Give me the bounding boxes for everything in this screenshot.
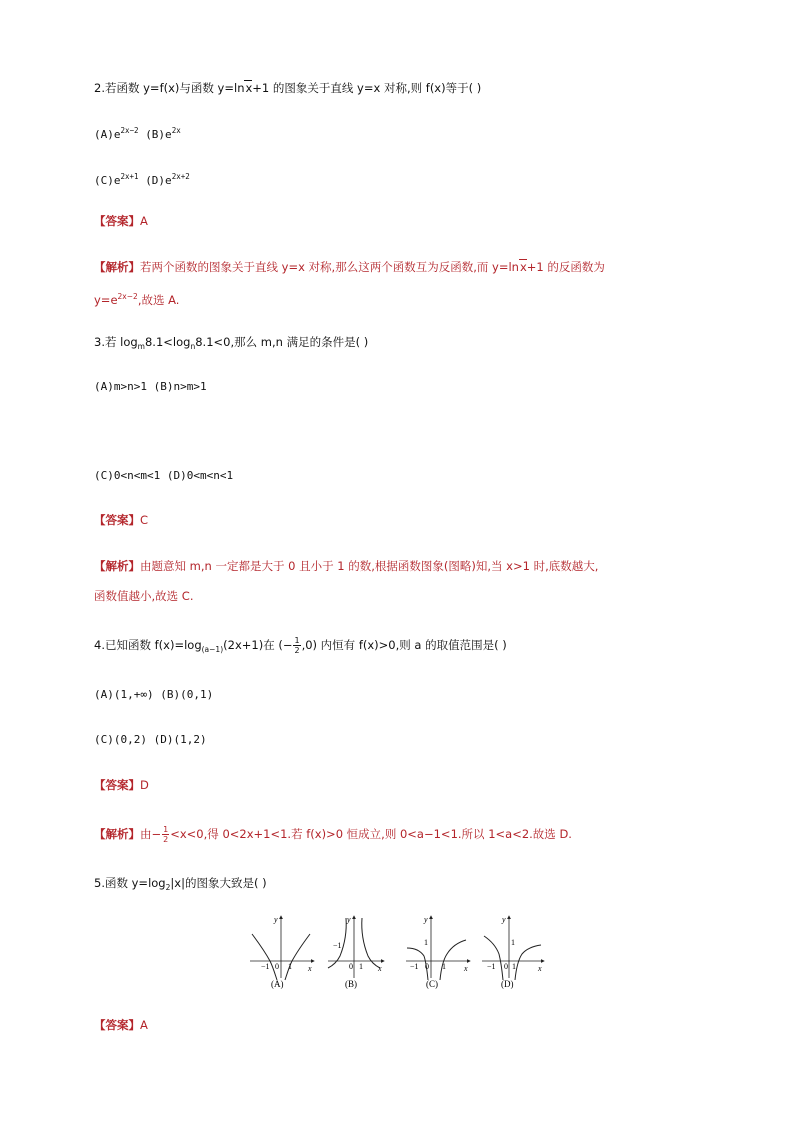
q3-stem-text-b: 8.1<log xyxy=(144,335,191,349)
q2-stem-text-b: +1 的图象关于直线 y=x 对称,则 f(x)等于( ) xyxy=(252,81,482,95)
answer-tag: 【答案】 xyxy=(94,1018,140,1032)
graph-c-tick-1: 1 xyxy=(442,962,446,971)
q2-stem-text-a: 2.若函数 y=f(x)与函数 y=ln xyxy=(94,81,245,95)
q4-stem-text-c: ,0) 内恒有 f(x)>0,则 a 的取值范围是( ) xyxy=(301,638,507,652)
q2-opt-c: (C)e xyxy=(94,174,121,187)
answer-value: A xyxy=(140,1018,148,1032)
graph-a-label: (A) xyxy=(271,979,284,989)
q2-analysis-text-c: y=e xyxy=(94,293,118,307)
q3-stem xyxy=(94,333,368,356)
q3-stem-text-a: 3.若 log xyxy=(94,335,138,349)
q2-analysis-exp: 2x−2 xyxy=(117,292,138,301)
answer-value: D xyxy=(140,778,149,792)
q4-frac-den: 2 xyxy=(294,646,300,655)
graph-a xyxy=(250,915,314,989)
q3-sub-n: n xyxy=(190,342,196,351)
q3-answer xyxy=(94,511,148,529)
q4-frac-num: 1 xyxy=(294,636,300,645)
q4-options-cd: (C)(0,2) (D)(1,2) xyxy=(94,733,207,746)
q2-analysis-sqrt: x xyxy=(519,260,527,274)
graph-b-tick-neg1: −1 xyxy=(333,941,342,950)
graph-d xyxy=(482,915,544,989)
q5-stem xyxy=(94,874,267,897)
graph-d-tick-1y: 1 xyxy=(511,938,515,947)
q3-analysis-line2: 函数值越小,故选 C. xyxy=(94,589,194,603)
graph-a-tick-0: 0 xyxy=(275,962,279,971)
graph-d-x-label: x xyxy=(538,964,542,973)
q2-answer xyxy=(94,212,148,230)
graph-d-tick-1: 1 xyxy=(512,962,516,971)
q4-analysis-text-b: <x<0,得 0<2x+1<1.若 f(x)>0 恒成立,则 0<a−1<1.所以 1<a<2.故选 D. xyxy=(170,827,572,841)
analysis-tag: 【解析】 xyxy=(94,827,140,841)
q4-analysis-text-a: 由− xyxy=(140,827,162,841)
graph-d-y-label: y xyxy=(502,915,506,924)
answer-tag: 【答案】 xyxy=(94,513,140,527)
q4-fraction xyxy=(293,636,300,655)
graph-a-y-label: y xyxy=(274,915,278,924)
graph-c-label: (C) xyxy=(426,979,438,989)
q4-analysis xyxy=(94,825,572,844)
graph-c-x-label: x xyxy=(464,964,468,973)
answer-tag: 【答案】 xyxy=(94,214,140,228)
graph-b-y-label: y xyxy=(347,915,351,924)
q4-analysis-fraction xyxy=(162,825,169,844)
graph-a-tick-1: 1 xyxy=(288,962,292,971)
graph-c xyxy=(406,915,470,989)
q3-sub-m: m xyxy=(137,342,145,351)
graph-c-tick-1y: 1 xyxy=(424,938,428,947)
q5-stem-text-a: 5.函数 y=log xyxy=(94,876,166,890)
graph-b xyxy=(328,915,384,989)
graph-c-tick-0: 0 xyxy=(425,962,429,971)
graph-d-tick-0: 0 xyxy=(504,962,508,971)
q2-analysis-text-b: +1 的反函数为 xyxy=(526,260,605,274)
q3-analysis-line1 xyxy=(94,557,598,575)
graph-c-y-label: y xyxy=(424,915,428,924)
q2-opt-d-exp: 2x+2 xyxy=(171,172,190,181)
answer-tag: 【答案】 xyxy=(94,778,140,792)
q5-answer xyxy=(94,1016,148,1034)
graph-c-tick-neg1: −1 xyxy=(410,962,419,971)
q3-analysis-text-1: 由题意知 m,n 一定都是大于 0 且小于 1 的数,根据函数图象(图略)知,当 x>1 时,底数越大, xyxy=(140,559,599,573)
answer-value: A xyxy=(140,214,148,228)
graph-b-tick-0: 0 xyxy=(349,962,353,971)
q2-analysis-text-d: ,故选 A. xyxy=(137,293,180,307)
q2-analysis-line1 xyxy=(94,258,605,276)
q3-options-ab: (A)m>n>1 (B)n>m>1 xyxy=(94,380,207,393)
q3-stem-text-c: 8.1<0,那么 m,n 满足的条件是( ) xyxy=(195,335,369,349)
q5-stem-text-b: |x|的图象大致是( ) xyxy=(170,876,267,890)
q3-options-cd: (C)0<n<m<1 (D)0<m<n<1 xyxy=(94,469,234,482)
q4-analysis-frac-den: 2 xyxy=(163,835,169,844)
graph-b-tick-1: 1 xyxy=(359,962,363,971)
graph-d-label: (D) xyxy=(501,979,514,989)
graph-a-tick-neg1: −1 xyxy=(261,962,270,971)
q4-stem xyxy=(94,636,507,659)
q4-analysis-frac-num: 1 xyxy=(163,825,169,834)
q4-stem-text-a: 4.已知函数 f(x)=log xyxy=(94,638,202,652)
q2-stem xyxy=(94,79,481,97)
q2-sqrt: x xyxy=(245,81,253,95)
q2-options-ab xyxy=(94,122,181,144)
q4-options-ab: (A)(1,+∞) (B)(0,1) xyxy=(94,688,214,701)
q2-opt-b-exp: 2x xyxy=(171,126,181,135)
answer-value: C xyxy=(140,513,149,527)
q2-opt-a: (A)e xyxy=(94,128,121,141)
q2-opt-a-exp: 2x−2 xyxy=(120,126,139,135)
q5-sub-base: 2 xyxy=(165,883,171,892)
graph-a-x-label: x xyxy=(308,964,312,973)
q5-graph-options-figure xyxy=(248,912,546,990)
q4-stem-text-b: (2x+1)在 (− xyxy=(223,638,293,652)
graph-d-tick-neg1: −1 xyxy=(487,962,496,971)
q2-analysis-text-a: 若两个函数的图象关于直线 y=x 对称,那么这两个函数互为反函数,而 y=ln xyxy=(140,260,519,274)
q2-opt-b: (B)e xyxy=(145,128,172,141)
q4-sub-base: (a−1) xyxy=(201,645,224,654)
analysis-tag: 【解析】 xyxy=(94,260,140,274)
q2-opt-c-exp: 2x+1 xyxy=(120,172,139,181)
q2-options-cd xyxy=(94,168,190,190)
analysis-tag: 【解析】 xyxy=(94,559,140,573)
q4-answer xyxy=(94,776,149,794)
q2-opt-d: (D)e xyxy=(145,174,172,187)
graph-b-x-label: x xyxy=(378,964,382,973)
graph-b-label: (B) xyxy=(345,979,357,989)
q2-analysis-line2 xyxy=(94,288,179,309)
